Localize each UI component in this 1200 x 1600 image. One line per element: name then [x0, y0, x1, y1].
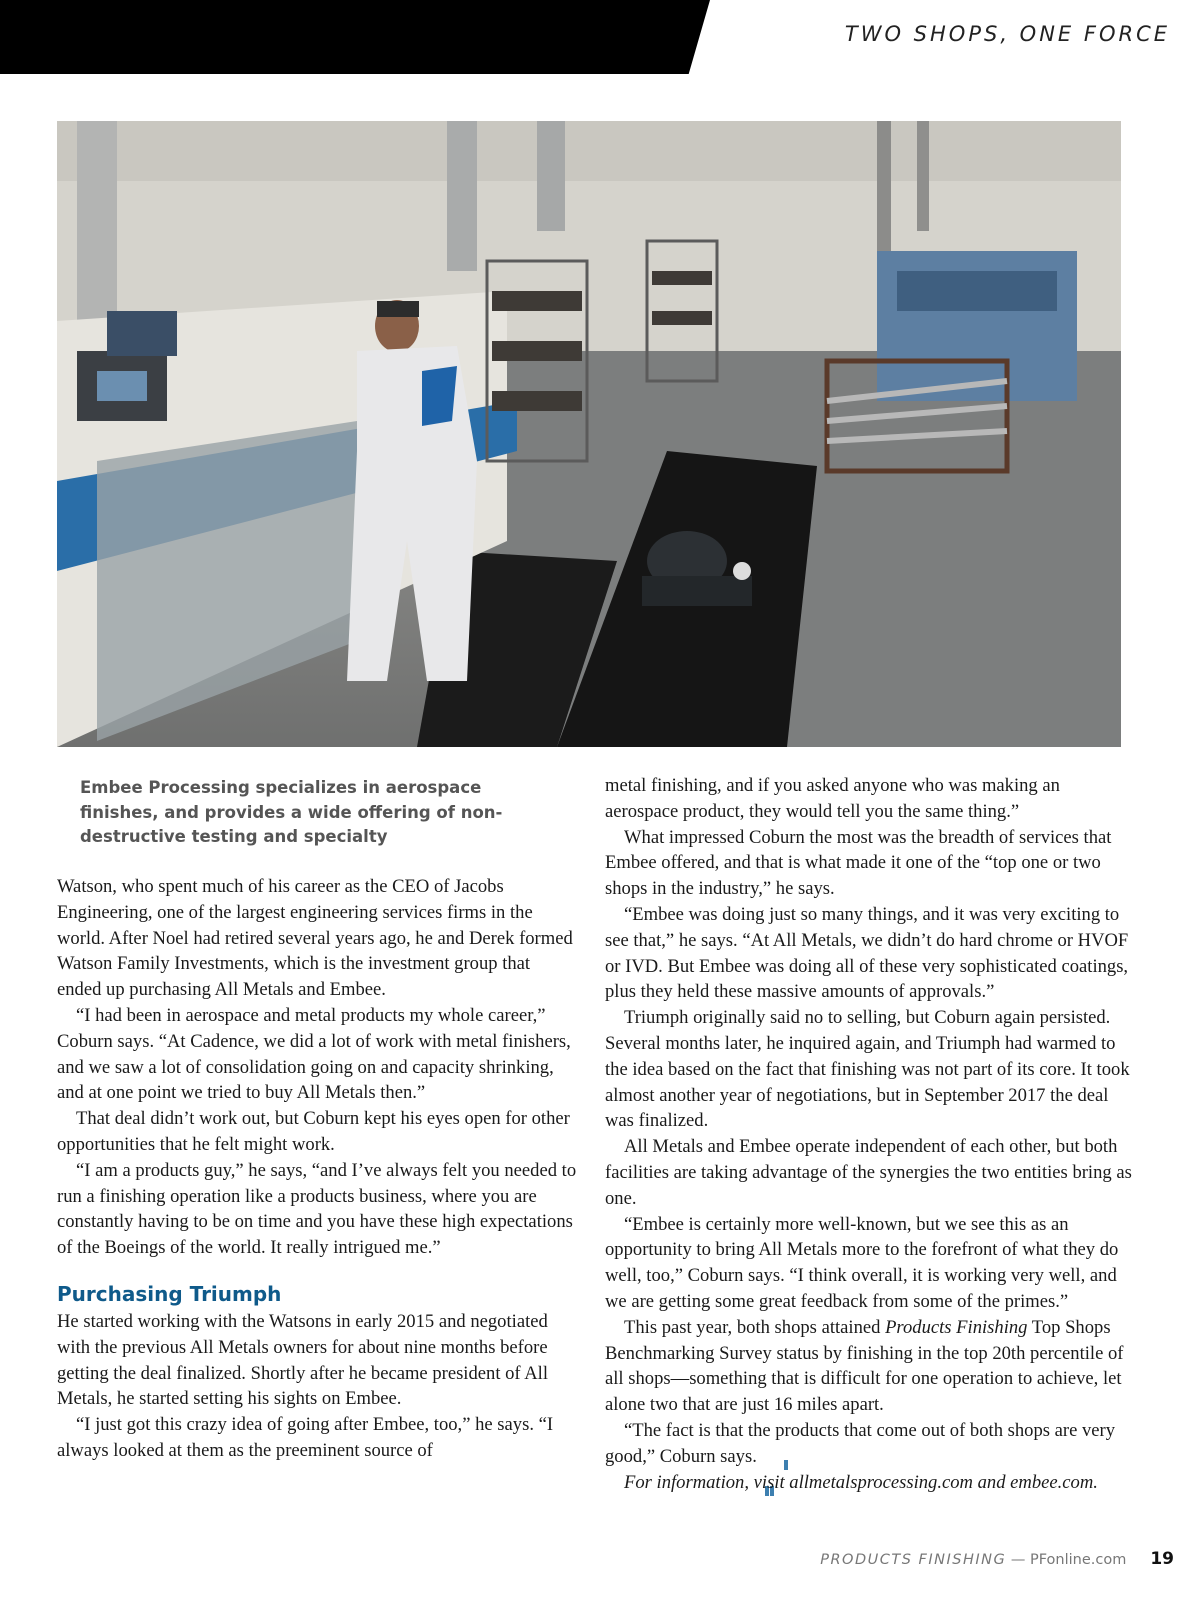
paragraph: Watson, who spent much of his career as the CEO of Jacobs Engineering, one of the largest engineering services firms in the world. After Noel had retired several years ago, he and Derek formed Watson Family Investments, which is the investment group that ended up purchasing All Metals and Embee. — [57, 876, 573, 1001]
info-text: For information, visit allmetalsprocessing.com and embee.com. — [624, 1471, 1098, 1493]
closing-text: “The fact is that the products that come out of both shops are very good,” Coburn says. — [605, 1419, 1116, 1467]
paragraph: What impressed Coburn the most was the breadth of services that Embee offered, and that is what made it one of the “top one or two shops in the industry,” he says. — [605, 826, 1112, 900]
benchmark-text-before: This past year, both shops attained — [624, 1316, 886, 1338]
footer-publication: PRODUCTS FINISHING — [820, 1552, 1007, 1568]
section-title: TWO SHOPS, ONE FORCE — [844, 22, 1170, 46]
paragraph: “Embee was doing just so many things, and it was very exciting to see that,” he says. “At All Metals, we didn’t do hard chrome or HVOF or IVD. But Embee was doing all of these very sophisticated coatings, plus they held these massive amounts of approvals.” — [605, 903, 1129, 1003]
header-black-bar — [0, 0, 710, 74]
publication-name: Products Finishing — [885, 1316, 1028, 1338]
shop-floor-photo — [57, 121, 1121, 747]
photo-caption: Embee Processing specializes in aerospace finishes, and provides a wide offering of non-destructive testing and specialty — [80, 778, 503, 846]
paragraph: All Metals and Embee operate independent of each other, but both facilities are taking advantage of the synergies the two entities bring as one. — [605, 1136, 1132, 1209]
info-line — [605, 1470, 1133, 1496]
page-footer — [820, 1549, 1174, 1569]
footer-separator: — — [1006, 1552, 1030, 1568]
paragraph-benchmark — [605, 1315, 1133, 1418]
footer-site: PFonline.com — [1029, 1552, 1127, 1568]
paragraph: “Embee is certainly more well-known, but we see this as an opportunity to bring All Metals more to the forefront of what they do well, too,” Coburn says. “I think overall, it is working very well, and we are getting some great feedback from some of the primes.” — [605, 1213, 1119, 1312]
paragraph-closing — [605, 1418, 1133, 1470]
paragraph: metal finishing, and if you asked anyone who was making an aerospace product, they would tell you the same thing.” — [605, 775, 1060, 822]
subheading: Purchasing Triumph — [57, 1281, 282, 1306]
page-number: 19 — [1150, 1549, 1174, 1569]
article-column-left — [57, 874, 577, 1464]
paragraph: “I just got this crazy idea of going after Embee, too,” he says. “I always looked at them as the preeminent source of — [57, 1414, 554, 1461]
article-column-right — [605, 773, 1133, 1495]
paragraph: Triumph originally said no to selling, but Coburn again persisted. Several months later, he inquired again, and Triumph had warmed to the idea based on the fact that finishing was not part of its core. It took almost another year of negotiations, but in September 2017 the deal was finalized. — [605, 1007, 1130, 1132]
benchmark-text-after: Top Shops Benchmarking Survey status by finishing in the top 20th percentile of all shops—something that is difficult for one operation to achieve, let alone two that are just 16 miles apart. — [605, 1316, 1124, 1416]
photo-illustration — [57, 121, 1121, 747]
paragraph: That deal didn’t work out, but Coburn kept his eyes open for other opportunities that he felt might work. — [57, 1108, 570, 1155]
paragraph: “I am a products guy,” he says, “and I’ve always felt you needed to run a finishing operation like a products business, where you are constantly having to be on time and you have these high expectations of the Boeings of the world. It really intrigued me.” — [57, 1159, 577, 1259]
paragraph: “I had been in aerospace and metal products my whole career,” Coburn says. “At Cadence, we did a lot of work with metal finishers, and we saw a lot of consolidation going on and capacity shrinking, and at one point we tried to buy All Metals then.” — [57, 1004, 571, 1104]
paragraph: He started working with the Watsons in early 2015 and negotiated with the previous All Metals owners for about nine months before getting the deal finalized. Shortly after he became president of All Metals, he started setting his sights on Embee. — [57, 1310, 549, 1410]
end-mark-icon — [765, 1452, 781, 1462]
